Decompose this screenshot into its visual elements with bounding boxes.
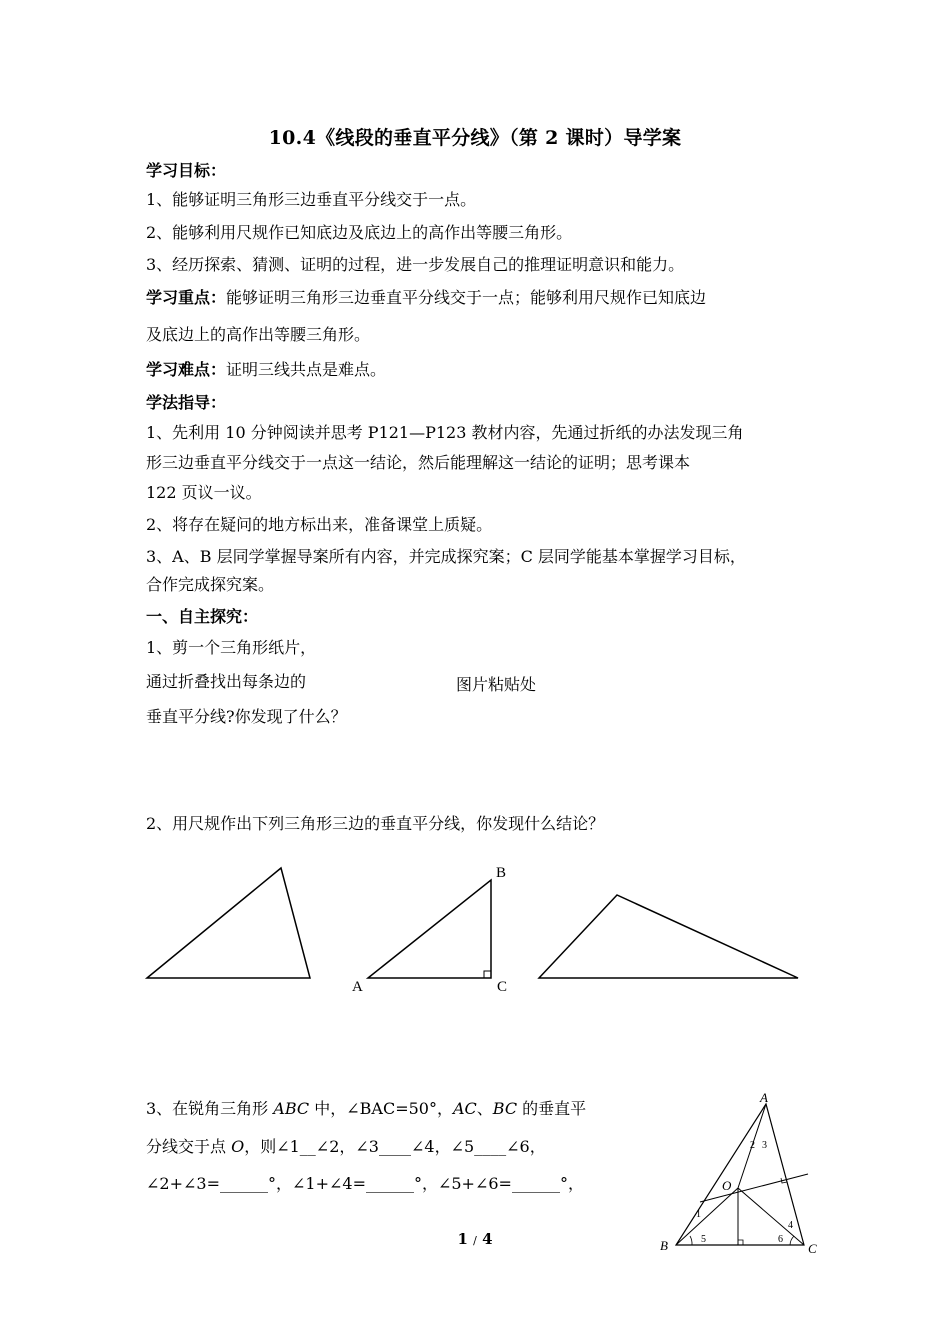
question-3: [146, 1099, 586, 1119]
right-angle-mark: [484, 971, 491, 978]
difficulty: [146, 360, 386, 380]
page-total: 4: [482, 1230, 493, 1248]
guidance-item-cont: 形三边垂直平分线交于一点这一结论，然后能理解这一结论的证明；思考课本: [146, 453, 691, 472]
question-2-triangles: [0, 855, 950, 1005]
angle-label-6: 6: [778, 1234, 783, 1245]
triangle-3-obtuse: [539, 895, 798, 978]
difficulty-label: 学习难点：: [146, 360, 227, 379]
vertex-label-a: A: [760, 1090, 768, 1105]
guidance-heading: 学法指导：: [146, 393, 227, 412]
guidance-item: 1、先利用 10 分钟阅读并思考 P121—P123 教材内容，先通过折纸的办法发现三角: [146, 423, 744, 442]
angle-label-4: 4: [788, 1220, 793, 1231]
goal-item: 1、能够证明三角形三边垂直平分线交于一点。: [146, 190, 477, 209]
triangle-1: [147, 868, 310, 978]
q3-text: ABC: [273, 1099, 310, 1118]
q3-text: ，则∠1__∠2，∠3____∠4，∠5____∠6，: [244, 1137, 546, 1156]
vertex-label-b: B: [496, 865, 507, 881]
question-1-cont: 垂直平分线?你发现了什么？: [146, 707, 347, 726]
angle-label-3: 3: [762, 1140, 767, 1151]
question-1: 1、剪一个三角形纸片，: [146, 638, 317, 657]
vertex-label-c: C: [808, 1241, 817, 1256]
question-3-cont: ∠2+∠3=______°，∠1+∠4=______°，∠5+∠6=______°，: [146, 1174, 584, 1193]
vertex-label-a: A: [352, 979, 363, 995]
q3-text: BC: [492, 1099, 518, 1118]
q3-text: 中，∠BAC=50°，: [309, 1099, 453, 1118]
guidance-item: 2、将存在疑问的地方标出来，准备课堂上质疑。: [146, 515, 493, 534]
goal-item: 3、经历探索、猜测、证明的过程，进一步发展自己的推理证明意识和能力。: [146, 255, 685, 274]
q3-text: AC: [452, 1099, 477, 1118]
key-points-label: 学习重点：: [146, 288, 227, 307]
vertex-label-b: B: [660, 1238, 668, 1253]
angle-label-1: 1: [696, 1209, 701, 1220]
question-3-cont: [146, 1137, 546, 1157]
acute-triangle: [676, 1104, 804, 1245]
goal-item: 2、能够利用尺规作已知底边及底边上的高作出等腰三角形。: [146, 223, 573, 242]
section1-heading: 一、自主探究：: [146, 607, 259, 626]
q3-text: 、: [476, 1099, 493, 1118]
image-paste-area-label: 图片粘贴处: [456, 675, 537, 694]
q3-text: 3、在锐角三角形: [146, 1099, 274, 1118]
key-points-text-cont: 及底边上的高作出等腰三角形。: [146, 325, 371, 344]
angle-label-2: 2: [750, 1140, 755, 1151]
angle-label-5: 5: [701, 1234, 706, 1245]
triangle-2-right: [368, 880, 491, 978]
point-label-o: O: [722, 1178, 732, 1193]
goals-heading: 学习目标：: [146, 161, 227, 180]
guidance-item-cont: 122 页议一议。: [146, 483, 262, 502]
question-2: 2、用尺规作出下列三角形三边的垂直平分线，你发现什么结论？: [146, 814, 605, 833]
page-current: 1: [457, 1230, 468, 1248]
key-points: [146, 288, 706, 308]
page-separator: /: [473, 1234, 477, 1247]
q3-text: O: [231, 1137, 245, 1156]
q3-text: 的垂直平: [517, 1099, 587, 1118]
q3-text: 分线交于点: [146, 1137, 232, 1156]
key-points-text: 能够证明三角形三边垂直平分线交于一点；能够利用尺规作已知底边: [226, 288, 707, 307]
page-title: 10.4《线段的垂直平分线》（第 2 课时）导学案: [268, 127, 682, 149]
vertex-label-c: C: [497, 979, 508, 995]
difficulty-text: 证明三线共点是难点。: [226, 360, 387, 379]
guidance-item: 3、A、B 层同学掌握导案所有内容，并完成探究案；C 层同学能基本掌握学习目标，: [146, 547, 746, 566]
page-number: [0, 1230, 950, 1248]
guidance-item-cont: 合作完成探究案。: [146, 575, 275, 594]
question-1-cont: 通过折叠找出每条边的: [146, 672, 307, 691]
